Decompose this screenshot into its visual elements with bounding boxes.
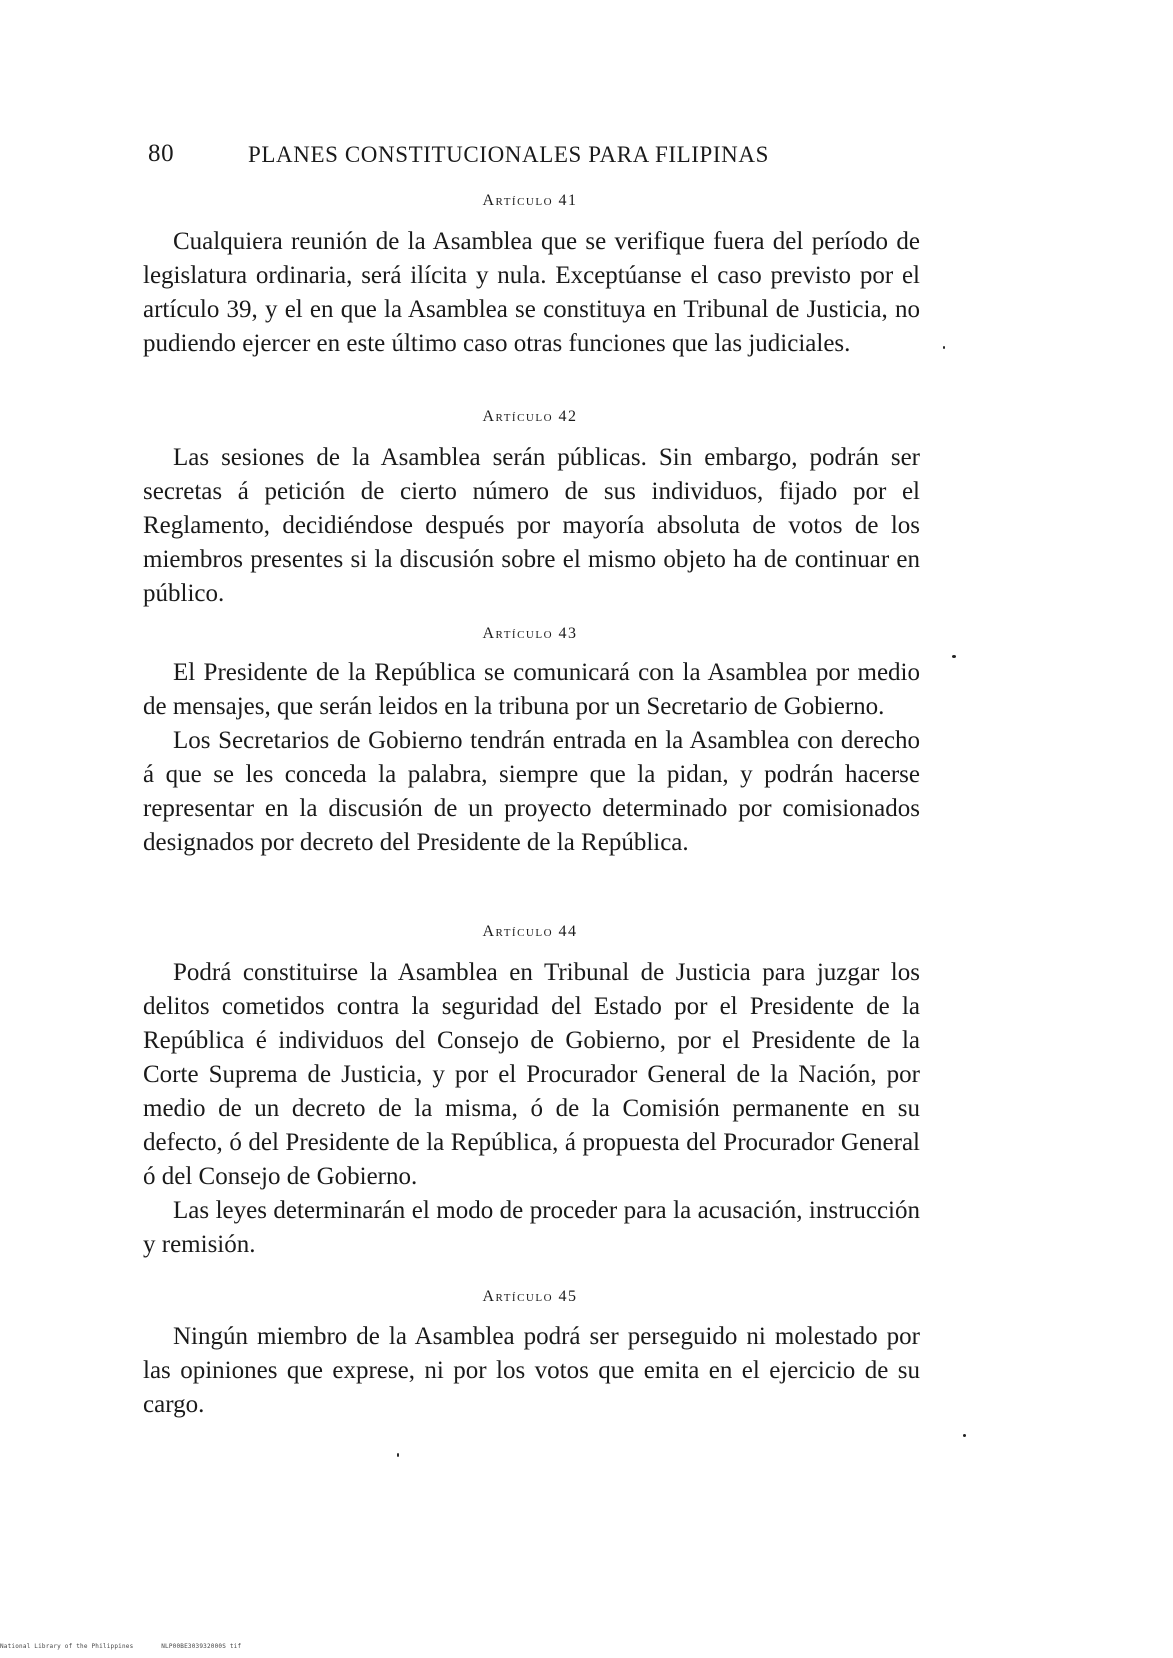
scan-speck [963, 1434, 966, 1437]
article-44-body [143, 956, 920, 1262]
article-41-heading: Artículo 41 [482, 192, 578, 209]
article-41-paragraph-1: Cualquiera reunión de la Asamblea que se verifique fuera del período de legislatura ordinaria, será ilícita y nula. Exceptúanse el caso previsto por el artículo 39, y el en que la Asamblea se constituya en Tribunal de Justicia, no pudiendo ejercer en este último caso otras funciones que las judiciales. [143, 228, 920, 357]
scan-speck [397, 1453, 399, 1457]
article-44-paragraph-2: Las leyes determinarán el modo de proceder para la acusación, instrucción y remisión. [143, 1197, 920, 1258]
article-45-body [143, 1320, 920, 1422]
article-44-heading: Artículo 44 [482, 923, 578, 940]
article-42-paragraph-1: Las sesiones de la Asamblea serán públicas. Sin embargo, podrán ser secretas á petición de cierto número de sus individuos, fijado por el Reglamento, decidiéndose después por mayoría absoluta de votos de los miembros presentes si la discusión sobre el mismo objeto ha de continuar en público. [143, 444, 920, 607]
scan-speck [952, 655, 956, 658]
running-title: PLANES CONSTITUCIONALES PARA FILIPINAS [248, 142, 769, 167]
footer-library: National Library of the Philippines [0, 1643, 134, 1650]
article-45-heading: Artículo 45 [482, 1288, 578, 1305]
article-43-paragraph-2: Los Secretarios de Gobierno tendrán entrada en la Asamblea con derecho á que se les conceda la palabra, siempre que la pidan, y podrán hacerse representar en la discusión de un proyecto determinado por comisionados designados por decreto del Presidente de la República. [143, 727, 920, 856]
scan-footer [0, 1643, 265, 1650]
article-43-body [143, 656, 920, 860]
article-43-paragraph-1: El Presidente de la República se comunicará con la Asamblea por medio de mensajes, que serán leidos en la tribuna por un Secretario de Gobierno. [143, 659, 920, 720]
page-number: 80 [148, 140, 175, 167]
footer-file-id: NLP00BE303932000S tif [161, 1643, 242, 1650]
article-41-body [143, 225, 920, 361]
article-44-paragraph-1: Podrá constituirse la Asamblea en Tribunal de Justicia para juzgar los delitos cometidos contra la seguridad del Estado por el Presidente de la República é individuos del Consejo de Gobierno, por el Presidente de la Corte Suprema de Justicia, y por el Procurador General de la Nación, por medio de un decreto de la misma, ó de la Comisión permanente en su defecto, ó del Presidente de la República, á propuesta del Procurador General ó del Consejo de Gobierno. [143, 959, 920, 1190]
article-42-heading: Artículo 42 [482, 408, 578, 425]
article-45-paragraph-1: Ningún miembro de la Asamblea podrá ser perseguido ni molestado por las opiniones que exprese, ni por los votos que emita en el ejercicio de su cargo. [143, 1323, 920, 1418]
article-43-heading: Artículo 43 [482, 625, 578, 642]
running-head [148, 140, 928, 180]
scan-speck [943, 346, 945, 349]
article-42-body [143, 441, 920, 611]
